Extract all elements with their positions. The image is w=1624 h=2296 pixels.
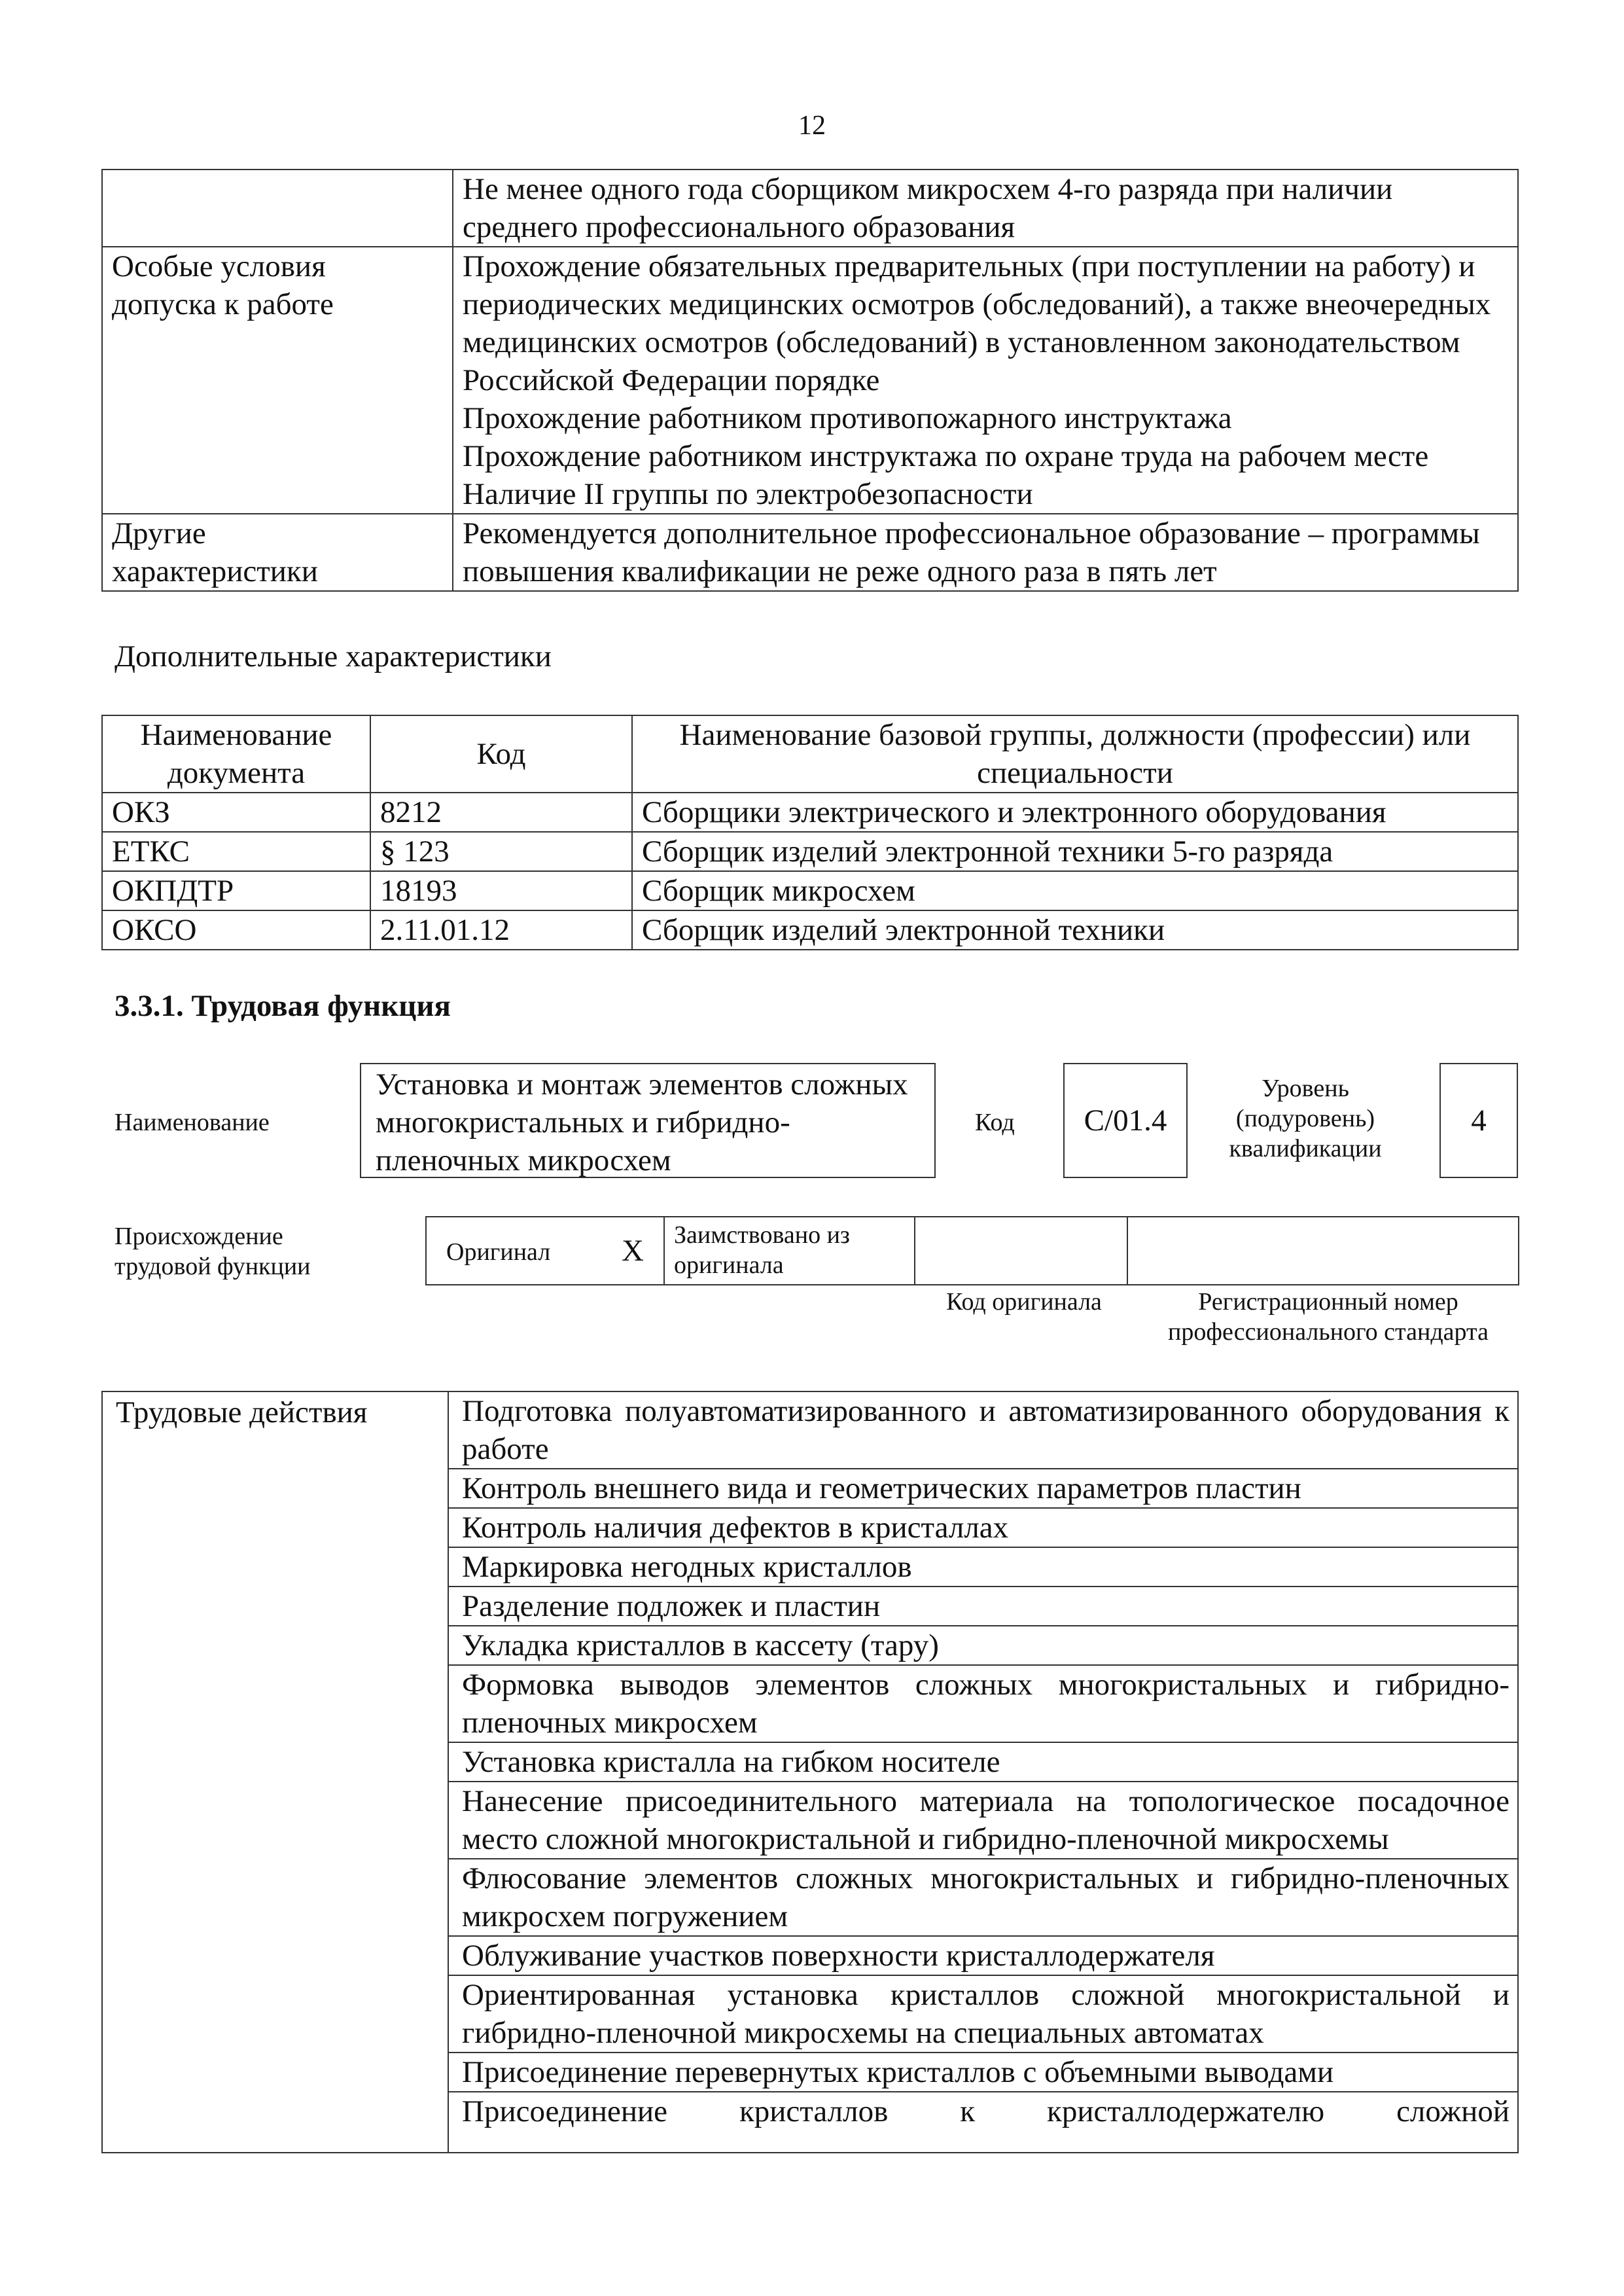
- row-label-text: Особые условия допуска к работе: [112, 249, 334, 321]
- content-line: Наличие II группы по электробезопасности: [463, 477, 1033, 511]
- divider: [914, 1217, 915, 1284]
- content-line: Прохождение работником противопожарного инструктажа: [463, 401, 1232, 435]
- divider: [663, 1217, 665, 1284]
- list-item: Ориентированная установка кристаллов сложной многокристальной и гибридно-пленочной микросхемы на специальных автоматах: [449, 1976, 1519, 2053]
- content-line: Рекомендуется дополнительное профессиональное образование – программы повышения квалификации не реже одного раза в пять лет: [463, 516, 1480, 588]
- list-item: Укладка кристаллов в кассету (тару): [449, 1626, 1519, 1666]
- level-value: 4: [1471, 1103, 1487, 1138]
- table-row: [102, 247, 1518, 514]
- table-header-row: [102, 715, 1518, 793]
- list-item: Подготовка полуавтоматизированного и автоматизированного оборудования к работе: [449, 1392, 1519, 1469]
- cell-code: 8212: [370, 793, 632, 832]
- row-content: [453, 247, 1518, 514]
- table-row: [102, 170, 1518, 247]
- table-row: [102, 793, 1518, 832]
- additional-title: Дополнительные характеристики: [115, 639, 552, 673]
- function-code-value: C/01.4: [1084, 1103, 1167, 1138]
- reg-number-caption: Регистрационный номер профессионального стандарта: [1168, 1288, 1489, 1346]
- actions-table: [101, 1391, 1519, 2153]
- level-label: Уровень (подуровень) квалификации: [1229, 1075, 1382, 1162]
- original-mark: X: [622, 1234, 644, 1268]
- list-item: Облуживание участков поверхности кристаллодержателя: [449, 1937, 1519, 1976]
- cell-document: ЕТКС: [102, 832, 370, 871]
- content-line: Прохождение обязательных предварительных (при поступлении на работу) и периодических медицинских осмотров (обследований), а также внеочередных медицинских осмотров (обследований) в установленном законодательством Российской Федерации порядке: [463, 249, 1491, 397]
- cell-document: ОКЗ: [102, 793, 370, 832]
- borrowed-label: Заимствовано из оригинала: [674, 1221, 850, 1279]
- cell-code: 18193: [370, 871, 632, 910]
- row-label: [102, 514, 453, 591]
- original-label: Оригинал: [446, 1238, 551, 1266]
- col-header-document: Наименование документа: [102, 715, 370, 793]
- cell-document: ОКСО: [102, 910, 370, 950]
- row-label: [102, 170, 453, 247]
- code-label: Код: [975, 1109, 1015, 1136]
- row-content: [453, 170, 1518, 247]
- table-row: [102, 832, 1518, 871]
- list-item: Присоединение кристаллов к кристаллодержателю сложной: [462, 2094, 1509, 2128]
- cell-document: ОКПДТР: [102, 871, 370, 910]
- list-item: Разделение подложек и пластин: [449, 1587, 1519, 1626]
- col-header-code: Код: [370, 715, 632, 793]
- list-item: Флюсование элементов сложных многокристальных и гибридно-пленочных микросхем погружением: [449, 1859, 1519, 1937]
- section-title: 3.3.1. Трудовая функция: [115, 989, 451, 1023]
- table-row: [102, 871, 1518, 910]
- code-original-cell: [1127, 1217, 1128, 1284]
- row-label-text: Другие характеристики: [112, 516, 318, 588]
- list-item: Нанесение присоединительного материала на топологическое посадочное место сложной многокристальной и гибридно-пленочной микросхемы: [449, 1782, 1519, 1859]
- list-item: Формовка выводов элементов сложных многокристальных и гибридно-пленочных микросхем: [449, 1666, 1519, 1743]
- content-line: Прохождение работником инструктажа по охране труда на рабочем месте: [463, 439, 1429, 473]
- origin-label: Происхождение трудовой функции: [115, 1223, 311, 1280]
- cell-name: Сборщик изделий электронной техники 5-го разряда: [632, 832, 1518, 871]
- page-number: 12: [798, 111, 826, 141]
- row-label: [102, 247, 453, 514]
- function-name-value: Установка и монтаж элементов сложных многокристальных и гибридно-пленочных микросхем: [376, 1067, 908, 1177]
- row-content: [453, 514, 1518, 591]
- actions-label: Трудовые действия: [116, 1395, 368, 1429]
- table-row: [102, 910, 1518, 950]
- qualification-table: [101, 169, 1519, 592]
- list-item: Маркировка негодных кристаллов: [449, 1548, 1519, 1587]
- cell-name: Сборщик изделий электронной техники: [632, 910, 1518, 950]
- cell-code: 2.11.01.12: [370, 910, 632, 950]
- function-name-box: [360, 1063, 936, 1178]
- code-original-caption: Код оригинала: [946, 1288, 1102, 1316]
- list-item: Контроль внешнего вида и геометрических параметров пластин: [449, 1469, 1519, 1509]
- list-item: Установка кристалла на гибком носителе: [449, 1743, 1519, 1782]
- level-box: [1439, 1063, 1518, 1178]
- col-header-name: Наименование базовой группы, должности (профессии) или специальности: [632, 715, 1518, 793]
- cell-code: § 123: [370, 832, 632, 871]
- origin-table: [425, 1216, 1519, 1285]
- cell-name: Сборщик микросхем: [632, 871, 1518, 910]
- table-row: [102, 514, 1518, 591]
- function-code-box: [1063, 1063, 1188, 1178]
- name-label: Наименование: [115, 1109, 270, 1136]
- cell-name: Сборщики электрического и электронного оборудования: [632, 793, 1518, 832]
- classifiers-table: [101, 715, 1519, 950]
- content-line: Не менее одного года сборщиком микросхем 4-го разряда при наличии среднего профессионального образования: [463, 172, 1393, 244]
- actions-list: [449, 1392, 1519, 2130]
- list-item: Присоединение перевернутых кристаллов с объемными выводами: [449, 2053, 1519, 2092]
- list-item: Контроль наличия дефектов в кристаллах: [449, 1509, 1519, 1548]
